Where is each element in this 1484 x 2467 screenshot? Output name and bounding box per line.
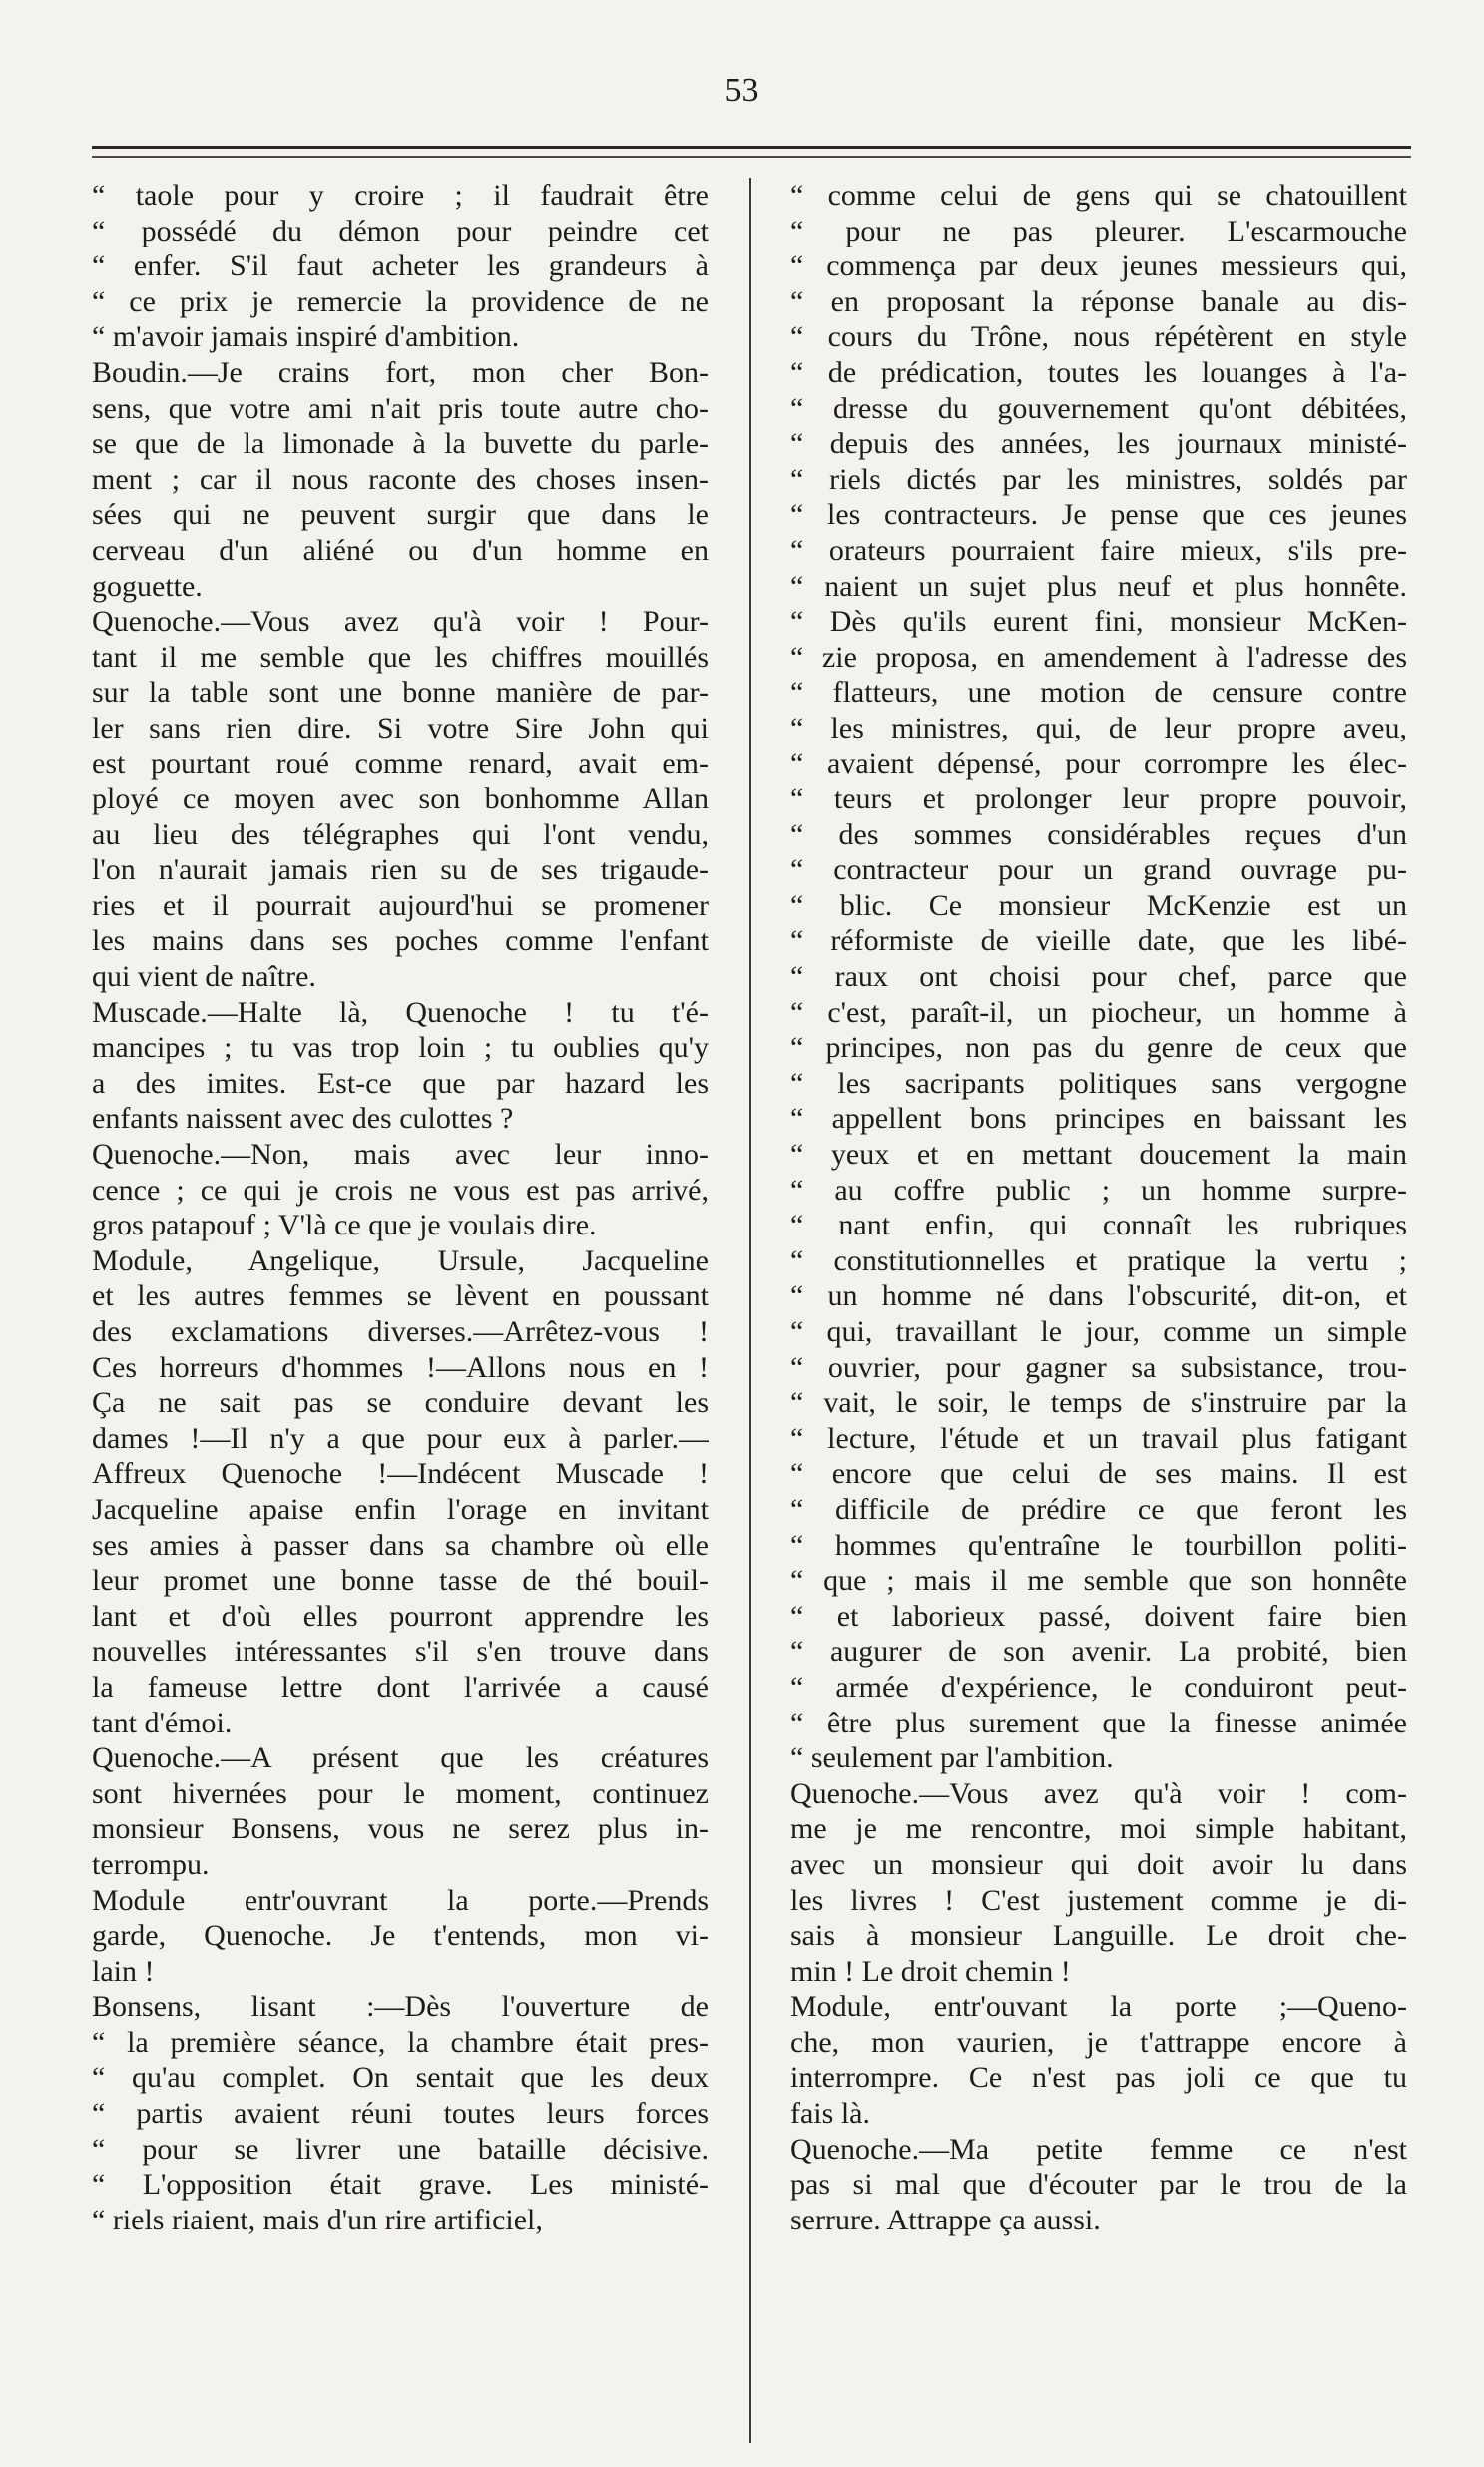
text-line: leur promet une bonne tasse de thé bouil- <box>92 1564 709 1598</box>
column-divider <box>749 178 751 2443</box>
text-line: les mains dans ses poches comme l'enfant <box>92 924 709 958</box>
text-line: “ hommes qu'entraîne le tourbillon politi- <box>790 1528 1407 1562</box>
page-number: 53 <box>724 72 760 109</box>
text-line: sais à monsieur Languille. Le droit che- <box>790 1919 1407 1953</box>
text-line: lain ! <box>92 1954 155 1988</box>
text-line: “ un homme né dans l'obscurité, dit-on, et <box>790 1279 1407 1313</box>
text-line: “ et laborieux passé, doivent faire bien <box>790 1599 1407 1633</box>
text-line: ler sans rien dire. Si votre Sire John qui <box>92 711 709 744</box>
text-line: “ ce prix je remercie la providence de ne <box>92 284 709 318</box>
text-line: min ! Le droit chemin ! <box>790 1954 1071 1988</box>
text-line: “ pour se livrer une bataille décisive. <box>92 2132 709 2166</box>
left-column <box>92 178 709 2443</box>
text-line: serrure. Attrappe ça aussi. <box>790 2203 1101 2236</box>
text-line: Module, entr'ouvant la porte ;—Queno- <box>790 1990 1407 2024</box>
text-line: “ augurer de son avenir. La probité, bien <box>790 1635 1407 1669</box>
text-line: enfants naissent avec des culottes ? <box>92 1102 514 1136</box>
text-line: “ armée d'expérience, le conduiront peut- <box>790 1670 1407 1704</box>
text-line: Boudin.—Je crains fort, mon cher Bon- <box>92 355 709 389</box>
text-line: ries et il pourrait aujourd'hui se promener <box>92 888 709 922</box>
text-line: “ les contracteurs. Je pense que ces jeunes <box>790 498 1407 532</box>
text-line: interrompre. Ce n'est pas joli ce que tu <box>790 2061 1407 2095</box>
text-line: garde, Quenoche. Je t'entends, mon vi- <box>92 1919 709 1953</box>
text-line: Affreux Quenoche !—Indécent Muscade ! <box>92 1457 709 1491</box>
text-line: mancipes ; tu vas trop loin ; tu oublies qu'y <box>92 1031 709 1065</box>
text-line: Module entr'ouvrant la porte.—Prends <box>92 1883 709 1917</box>
text-line: a des imites. Est-ce que par hazard les <box>92 1066 709 1100</box>
text-line: “ appellent bons principes en baissant les <box>790 1102 1407 1136</box>
text-line: Jacqueline apaise enfin l'orage en invitant <box>92 1492 709 1526</box>
text-line: “ principes, non pas du genre de ceux que <box>790 1031 1407 1065</box>
text-line: “ nant enfin, qui connaît les rubriques <box>790 1209 1407 1242</box>
text-line: l'on n'aurait jamais rien su de ses trigaude- <box>92 853 709 887</box>
text-line: “ commença par deux jeunes messieurs qui, <box>790 249 1407 283</box>
text-line: est pourtant roué comme renard, avait em- <box>92 746 709 780</box>
text-line: “ la première séance, la chambre était pres- <box>92 2025 709 2059</box>
text-line: Muscade.—Halte là, Quenoche ! tu t'é- <box>92 995 709 1029</box>
text-line: “ taole pour y croire ; il faudrait être <box>92 179 709 212</box>
text-line: Quenoche.—Ma petite femme ce n'est <box>790 2132 1407 2166</box>
text-line: “ seulement par l'ambition. <box>790 1741 1114 1775</box>
text-line: cence ; ce qui je crois ne vous est pas arrivé, <box>92 1173 709 1207</box>
text-line: “ yeux et en mettant doucement la main <box>790 1138 1407 1172</box>
text-line: “ de prédication, toutes les louanges à l'a- <box>790 355 1407 389</box>
text-line: ment ; car il nous raconte des choses insen- <box>92 462 709 496</box>
text-line: nouvelles intéressantes s'il s'en trouve dans <box>92 1635 709 1669</box>
text-line: lant et d'où elles pourront apprendre les <box>92 1599 709 1633</box>
text-line: tant d'émoi. <box>92 1706 233 1739</box>
text-line: “ être plus surement que la finesse animée <box>790 1706 1407 1739</box>
text-line: “ que ; mais il me semble que son honnête <box>790 1564 1407 1598</box>
text-line: “ cours du Trône, nous répétèrent en style <box>790 320 1407 354</box>
text-line: cerveau d'un aliéné ou d'un homme en <box>92 533 709 567</box>
text-line: “ pour ne pas pleurer. L'escarmouche <box>790 214 1407 247</box>
text-line: “ Dès qu'ils eurent fini, monsieur McKen- <box>790 605 1407 639</box>
text-line: et les autres femmes se lèvent en poussant <box>92 1279 709 1313</box>
text-line: “ teurs et prolonger leur propre pouvoir, <box>790 782 1407 816</box>
text-line: “ ouvrier, pour gagner sa subsistance, trou- <box>790 1350 1407 1384</box>
text-line: che, mon vaurien, je t'attrappe encore à <box>790 2025 1407 2059</box>
text-line: Ces horreurs d'hommes !—Allons nous en ! <box>92 1350 709 1384</box>
text-line: “ raux ont choisi pour chef, parce que <box>790 960 1407 994</box>
text-line: “ flatteurs, une motion de censure contre <box>790 676 1407 710</box>
text-line: “ comme celui de gens qui se chatouillent <box>790 179 1407 212</box>
text-line: fais là. <box>790 2097 870 2131</box>
text-line: Quenoche.—Vous avez qu'à voir ! Pour- <box>92 605 709 639</box>
text-line: la fameuse lettre dont l'arrivée a causé <box>92 1670 709 1704</box>
text-line: Quenoche.—Vous avez qu'à voir ! com- <box>790 1776 1407 1810</box>
text-line: “ dresse du gouvernement qu'ont débitées, <box>790 391 1407 425</box>
text-line: dames !—Il n'y a que pour eux à parler.— <box>92 1421 709 1455</box>
text-line: “ enfer. S'il faut acheter les grandeurs à <box>92 249 709 283</box>
text-line: “ avaient dépensé, pour corrompre les élec- <box>790 746 1407 780</box>
text-line: “ au coffre public ; un homme surpre- <box>790 1173 1407 1207</box>
text-line: “ riels riaient, mais d'un rire artificiel, <box>92 2203 543 2236</box>
text-line: goguette. <box>92 569 203 603</box>
text-line: “ difficile de prédire ce que feront les <box>790 1492 1407 1526</box>
text-line: me je me rencontre, moi simple habitant, <box>790 1812 1407 1846</box>
text-line: Quenoche.—A présent que les créatures <box>92 1741 709 1775</box>
text-line: ses amies à passer dans sa chambre où elle <box>92 1528 709 1562</box>
text-line: “ qui, travaillant le jour, comme un simple <box>790 1315 1407 1348</box>
text-line: “ en proposant la réponse banale au dis- <box>790 284 1407 318</box>
text-line: “ possédé du démon pour peindre cet <box>92 214 709 247</box>
text-line: gros patapouf ; V'là ce que je voulais dire. <box>92 1209 597 1242</box>
text-line: “ c'est, paraît-il, un piocheur, un homme à <box>790 995 1407 1029</box>
text-line: “ L'opposition était grave. Les ministé- <box>92 2168 709 2202</box>
text-line: les livres ! C'est justement comme je di- <box>790 1883 1407 1917</box>
text-line: “ les ministres, qui, de leur propre aveu, <box>790 711 1407 744</box>
text-line: “ orateurs pourraient faire mieux, s'ils pre- <box>790 533 1407 567</box>
text-line: “ lecture, l'étude et un travail plus fatigant <box>790 1421 1407 1455</box>
text-line: Quenoche.—Non, mais avec leur inno- <box>92 1138 709 1172</box>
text-line: avec un monsieur qui doit avoir lu dans <box>790 1847 1407 1881</box>
right-column <box>790 178 1407 2443</box>
header-rule <box>92 146 1411 158</box>
text-line: “ riels dictés par les ministres, soldés par <box>790 462 1407 496</box>
text-line: qui vient de naître. <box>92 960 316 994</box>
text-line: terrompu. <box>92 1847 210 1881</box>
text-line: “ encore que celui de ses mains. Il est <box>790 1457 1407 1491</box>
text-line: tant il me semble que les chiffres mouillés <box>92 640 709 674</box>
text-line: “ contracteur pour un grand ouvrage pu- <box>790 853 1407 887</box>
text-line: “ partis avaient réuni toutes leurs forces <box>92 2097 709 2131</box>
text-line: sens, que votre ami n'ait pris toute autre cho- <box>92 391 709 425</box>
text-line: des exclamations diverses.—Arrêtez-vous ! <box>92 1315 709 1348</box>
text-line: “ vait, le soir, le temps de s'instruire par la <box>790 1386 1407 1420</box>
text-line: “ les sacripants politiques sans vergogne <box>790 1066 1407 1100</box>
text-line: “ blic. Ce monsieur McKenzie est un <box>790 888 1407 922</box>
text-columns <box>92 178 1411 2443</box>
text-line: “ constitutionnelles et pratique la vertu ; <box>790 1243 1407 1277</box>
text-line: se que de la limonade à la buvette du parle- <box>92 427 709 461</box>
text-line: “ depuis des années, les journaux ministé- <box>790 427 1407 461</box>
text-line: “ naient un sujet plus neuf et plus honnête. <box>790 569 1407 603</box>
text-line: sont hivernées pour le moment, continuez <box>92 1776 709 1810</box>
text-line: Ça ne sait pas se conduire devant les <box>92 1386 709 1420</box>
text-line: “ zie proposa, en amendement à l'adresse des <box>790 640 1407 674</box>
text-line: sur la table sont une bonne manière de par- <box>92 676 709 710</box>
text-line: “ réformiste de vieille date, que les libé- <box>790 924 1407 958</box>
text-line: “ des sommes considérables reçues d'un <box>790 817 1407 851</box>
text-line: “ m'avoir jamais inspiré d'ambition. <box>92 320 520 354</box>
text-line: sées qui ne peuvent surgir que dans le <box>92 498 709 532</box>
text-line: Module, Angelique, Ursule, Jacqueline <box>92 1243 709 1277</box>
text-line: Bonsens, lisant :—Dès l'ouverture de <box>92 1990 709 2024</box>
text-line: pas si mal que d'écouter par le trou de la <box>790 2168 1407 2202</box>
text-line: ployé ce moyen avec son bonhomme Allan <box>92 782 709 816</box>
text-line: “ qu'au complet. On sentait que les deux <box>92 2061 709 2095</box>
text-line: monsieur Bonsens, vous ne serez plus in- <box>92 1812 709 1846</box>
text-line: au lieu des télégraphes qui l'ont vendu, <box>92 817 709 851</box>
